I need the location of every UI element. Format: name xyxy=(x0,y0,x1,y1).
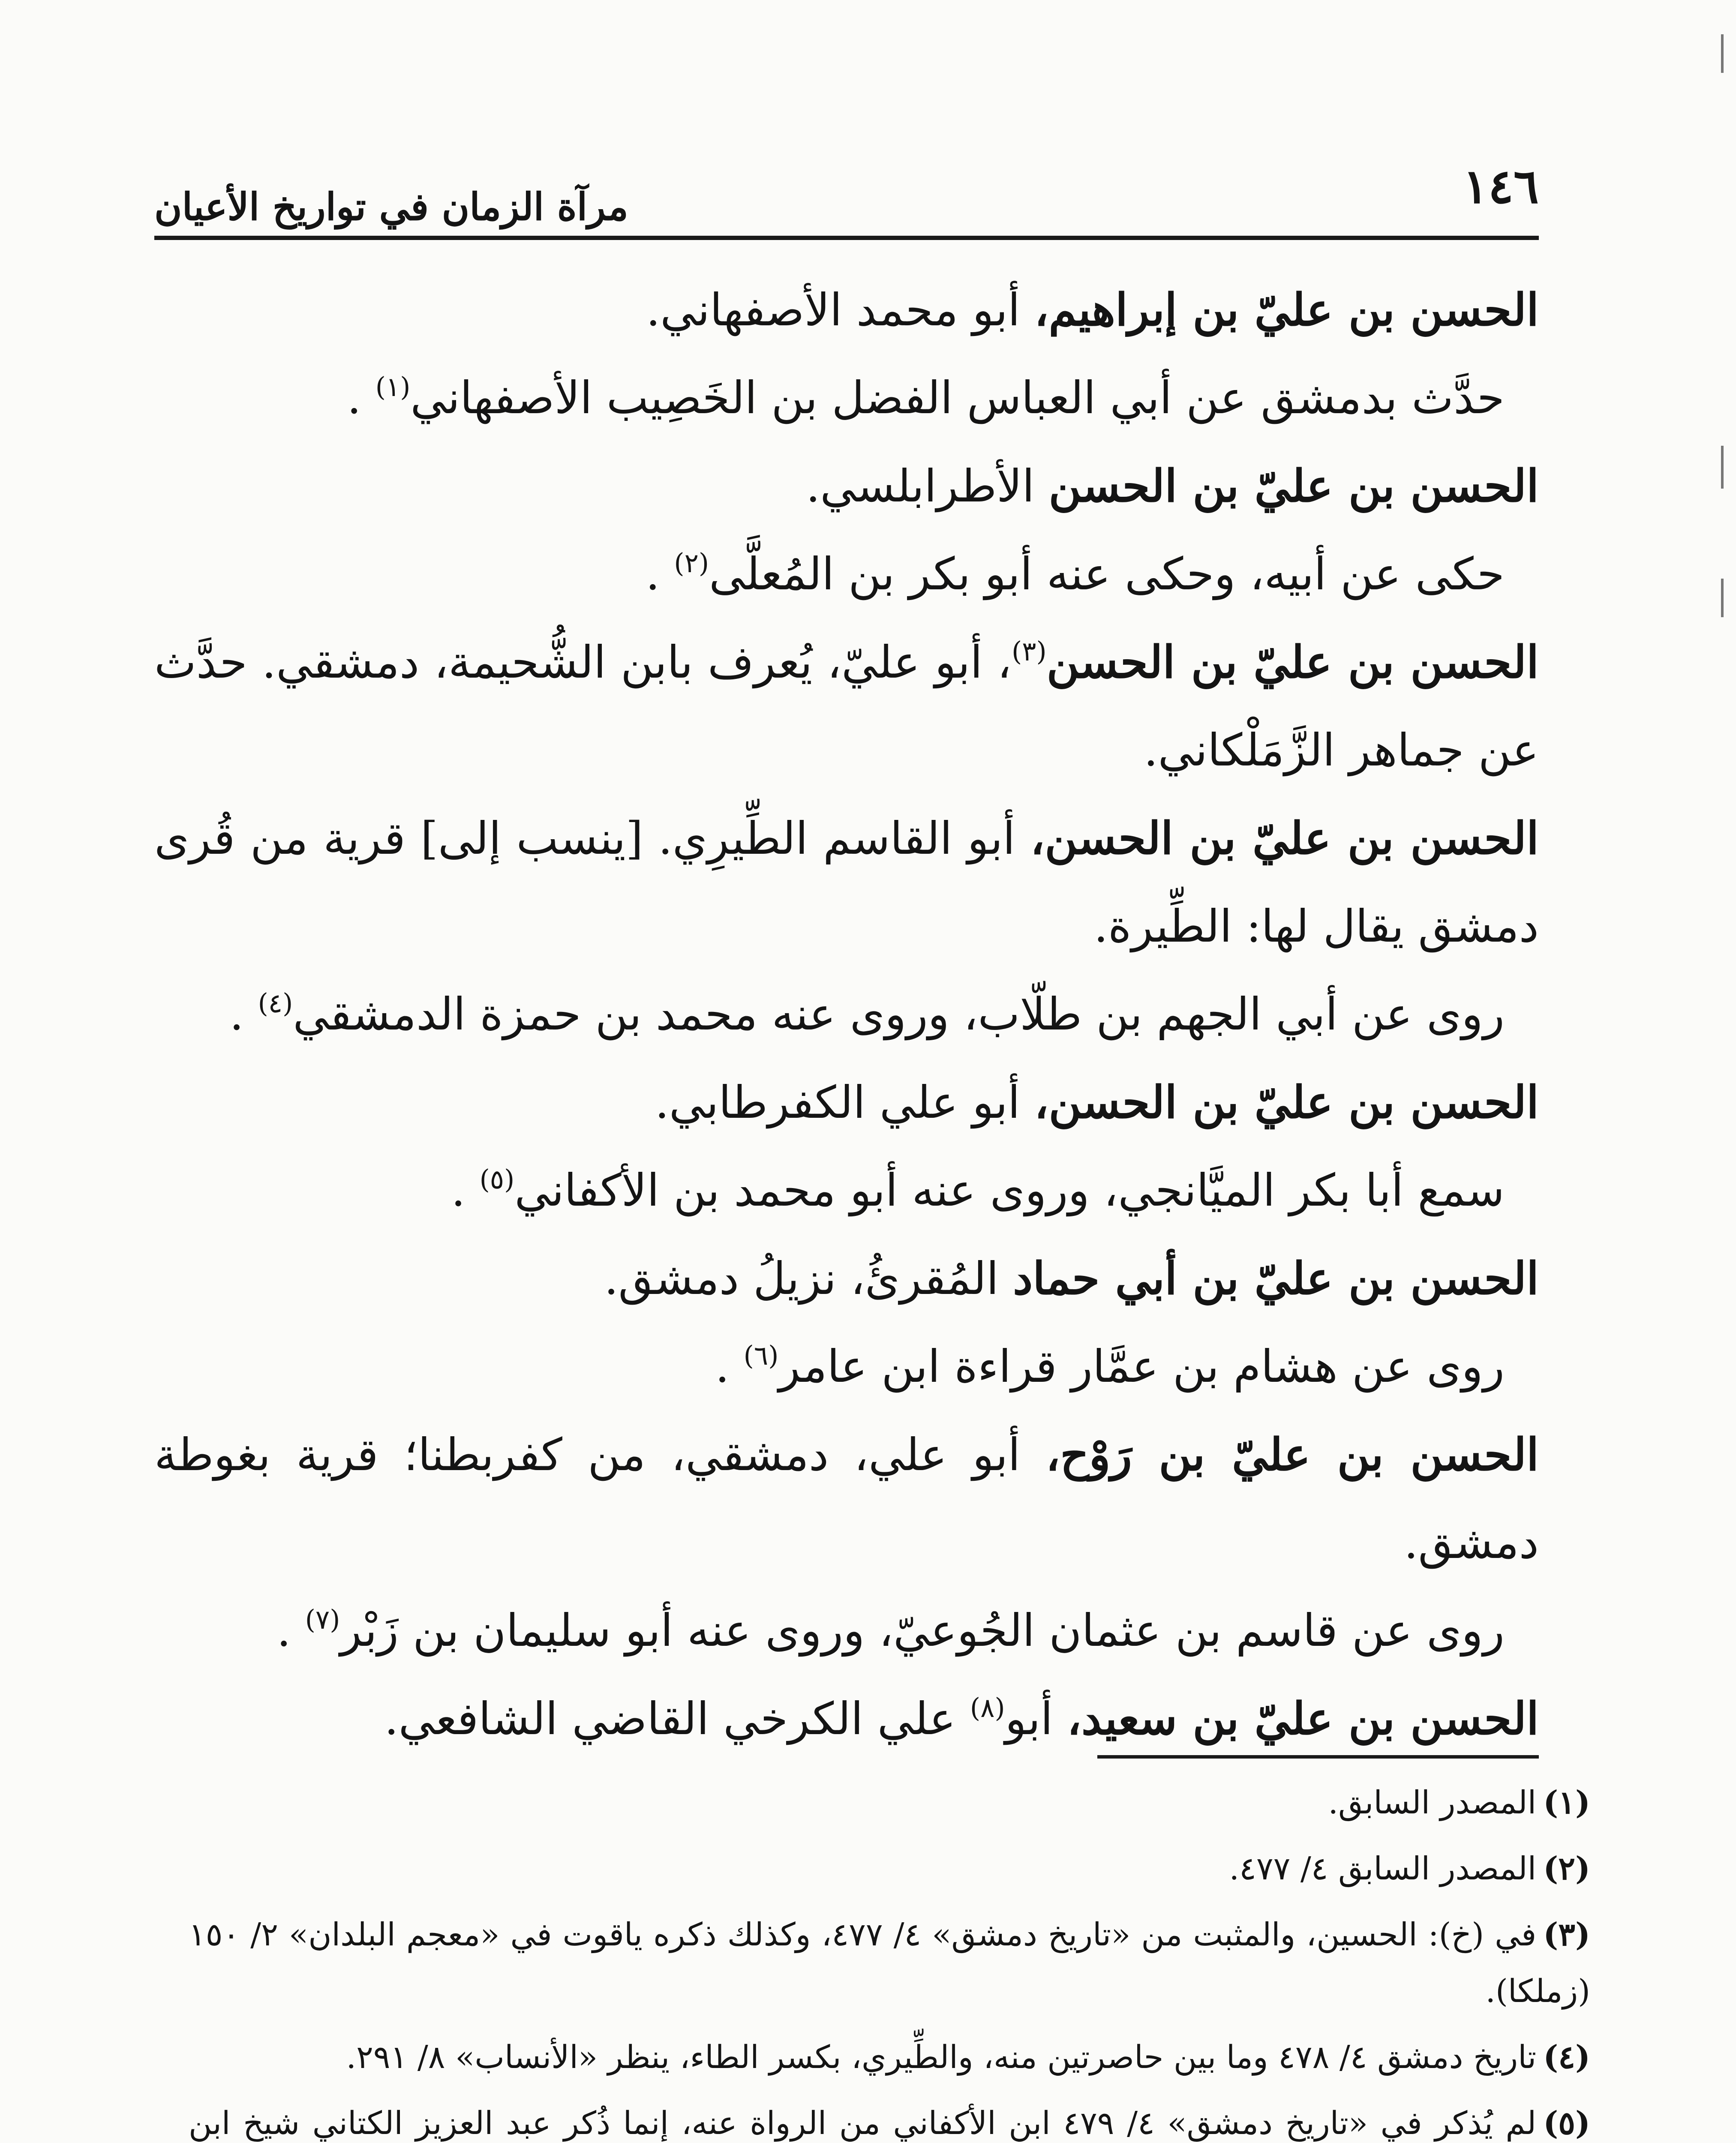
footnote xyxy=(189,1840,1590,1897)
footnote-ref[interactable]: (٢) xyxy=(674,547,709,579)
footnote-text: المصدر السابق. xyxy=(1328,1784,1537,1821)
entry-text: ، أبو عليّ، يُعرف بابن الشُّحيمة، دمشقي. حدَّث عن جماهر الزَّمَلْكاني. xyxy=(154,636,1539,776)
entry-heading xyxy=(154,794,1539,970)
page-number: ١٤٦ xyxy=(1463,159,1539,214)
entry-text-tail: . xyxy=(347,372,375,424)
person-name: الحسن بن عليّ بن الحسن، xyxy=(1034,1076,1539,1129)
entry-text-tail: علي الكرخي القاضي الشافعي. xyxy=(384,1693,970,1745)
footnote-ref[interactable]: (٨) xyxy=(970,1692,1005,1723)
entry-text-tail: . xyxy=(229,988,258,1040)
entry-body xyxy=(154,1323,1539,1411)
person-name: الحسن بن عليّ بن الحسن xyxy=(1048,459,1539,512)
entry-text: روى عن هشام بن عمَّار قراءة ابن عامر xyxy=(778,1340,1505,1393)
person-name: الحسن بن عليّ بن أبي حماد xyxy=(1012,1252,1539,1305)
footnote xyxy=(189,1774,1590,1831)
entry-heading xyxy=(154,618,1539,794)
entry-body xyxy=(154,1147,1539,1234)
footnote-ref[interactable]: (٧) xyxy=(305,1604,340,1635)
footnote-ref[interactable]: (٤) xyxy=(258,987,293,1019)
entry-text: روى عن أبي الجهم بن طلّاب، وروى عنه محمد بن حمزة الدمشقي xyxy=(293,988,1505,1040)
entry-text: الأطرابلسي. xyxy=(806,460,1049,512)
footnotes xyxy=(189,1774,1590,2143)
footnote-number: (٥) xyxy=(1543,2105,1590,2142)
entry-text: أبو محمد الأصفهاني. xyxy=(646,284,1034,336)
footnote-text: المصدر السابق ٤/ ٤٧٧. xyxy=(1229,1850,1537,1887)
entry-text: أبو علي، دمشقي، من كفربطنا؛ قرية بغوطة دمشق. xyxy=(154,1429,1539,1569)
entry-text-tail: . xyxy=(646,548,674,600)
entry-body xyxy=(154,354,1539,442)
entry-text: أبو القاسم الطِّيرِي. [ينسب إلى] قرية من قُرى دمشق يقال لها: الطِّيرة. xyxy=(154,812,1539,952)
entry-text: سمع أبا بكر الميَّانجي، وروى عنه أبو محمد بن الأكفاني xyxy=(514,1164,1505,1216)
entry-body xyxy=(154,1587,1539,1675)
footnote-number: (٣) xyxy=(1543,1916,1590,1953)
entry-heading xyxy=(154,1411,1539,1587)
person-name: الحسن بن عليّ بن سعيد، xyxy=(1067,1692,1539,1745)
footnote-text: في (خ): الحسين، والمثبت من «تاريخ دمشق» ٤/ ٤٧٧، وكذلك ذكره ياقوت في «معجم البلدان» ٢/ ١٥٠ (زملكا). xyxy=(189,1916,1590,2010)
entry-text: أبو علي الكفرطابي. xyxy=(655,1076,1034,1129)
footnote-number: (١) xyxy=(1543,1784,1590,1821)
footnote-ref[interactable]: (٣) xyxy=(1011,636,1047,667)
entry-heading xyxy=(154,1675,1539,1763)
person-name: الحسن بن عليّ بن الحسن xyxy=(1046,636,1539,688)
footnote xyxy=(189,1906,1590,2020)
scan-margin-mark xyxy=(1721,34,1724,73)
main-text xyxy=(154,266,1539,1763)
entry-heading xyxy=(154,1234,1539,1323)
scan-margin-mark xyxy=(1721,446,1724,489)
entry-text-tail: . xyxy=(715,1340,744,1393)
person-name: الحسن بن عليّ بن الحسن، xyxy=(1030,812,1539,864)
entry-text: روى عن قاسم بن عثمان الجُوعيّ، وروى عنه أبو سليمان بن زَبْر xyxy=(340,1604,1505,1657)
footnote-ref[interactable]: (٦) xyxy=(743,1340,779,1371)
entry-body xyxy=(154,530,1539,618)
person-name: الحسن بن عليّ بن رَوْح، xyxy=(1045,1428,1539,1481)
entry-text: المُقرئُ، نزيلُ دمشق. xyxy=(604,1252,1013,1305)
entry-text-tail: . xyxy=(276,1604,305,1657)
person-name: الحسن بن عليّ بن إبراهيم، xyxy=(1034,283,1539,336)
footnote-ref[interactable]: (١) xyxy=(375,371,411,402)
footnote-divider xyxy=(1097,1755,1539,1759)
entry-text: حدَّث بدمشق عن أبي العباس الفضل بن الخَصِيب الأصفهاني xyxy=(410,372,1505,424)
footnote-number: (٤) xyxy=(1543,2039,1590,2076)
entry-heading xyxy=(154,1058,1539,1147)
entry-heading xyxy=(154,442,1539,530)
footnote xyxy=(189,2029,1590,2086)
footnote-text: تاريخ دمشق ٤/ ٤٧٨ وما بين حاصرتين منه، والطِّيري، بكسر الطاء، ينظر «الأنساب» ٨/ ٢٩١. xyxy=(346,2039,1537,2076)
footnote-ref[interactable]: (٥) xyxy=(479,1164,515,1195)
footnote xyxy=(189,2095,1590,2143)
entry-body xyxy=(154,970,1539,1058)
running-title: مرآة الزمان في تواريخ الأعيان xyxy=(154,184,628,229)
entry-text-tail: . xyxy=(451,1164,480,1216)
entry-text: حكى عن أبيه، وحكى عنه أبو بكر بن المُعلَّى xyxy=(709,548,1505,600)
scan-margin-mark xyxy=(1721,579,1724,617)
footnote-number: (٢) xyxy=(1543,1850,1590,1887)
page-header xyxy=(154,154,1539,240)
footnote-text: لم يُذكر في «تاريخ دمشق» ٤/ ٤٧٩ ابن الأكفاني من الرواة عنه، إنما ذُكر عبد العزيز الكتاني شيخ ابن xyxy=(189,2105,1537,2142)
entry-text: أبو xyxy=(1005,1693,1067,1745)
entry-heading xyxy=(154,266,1539,354)
